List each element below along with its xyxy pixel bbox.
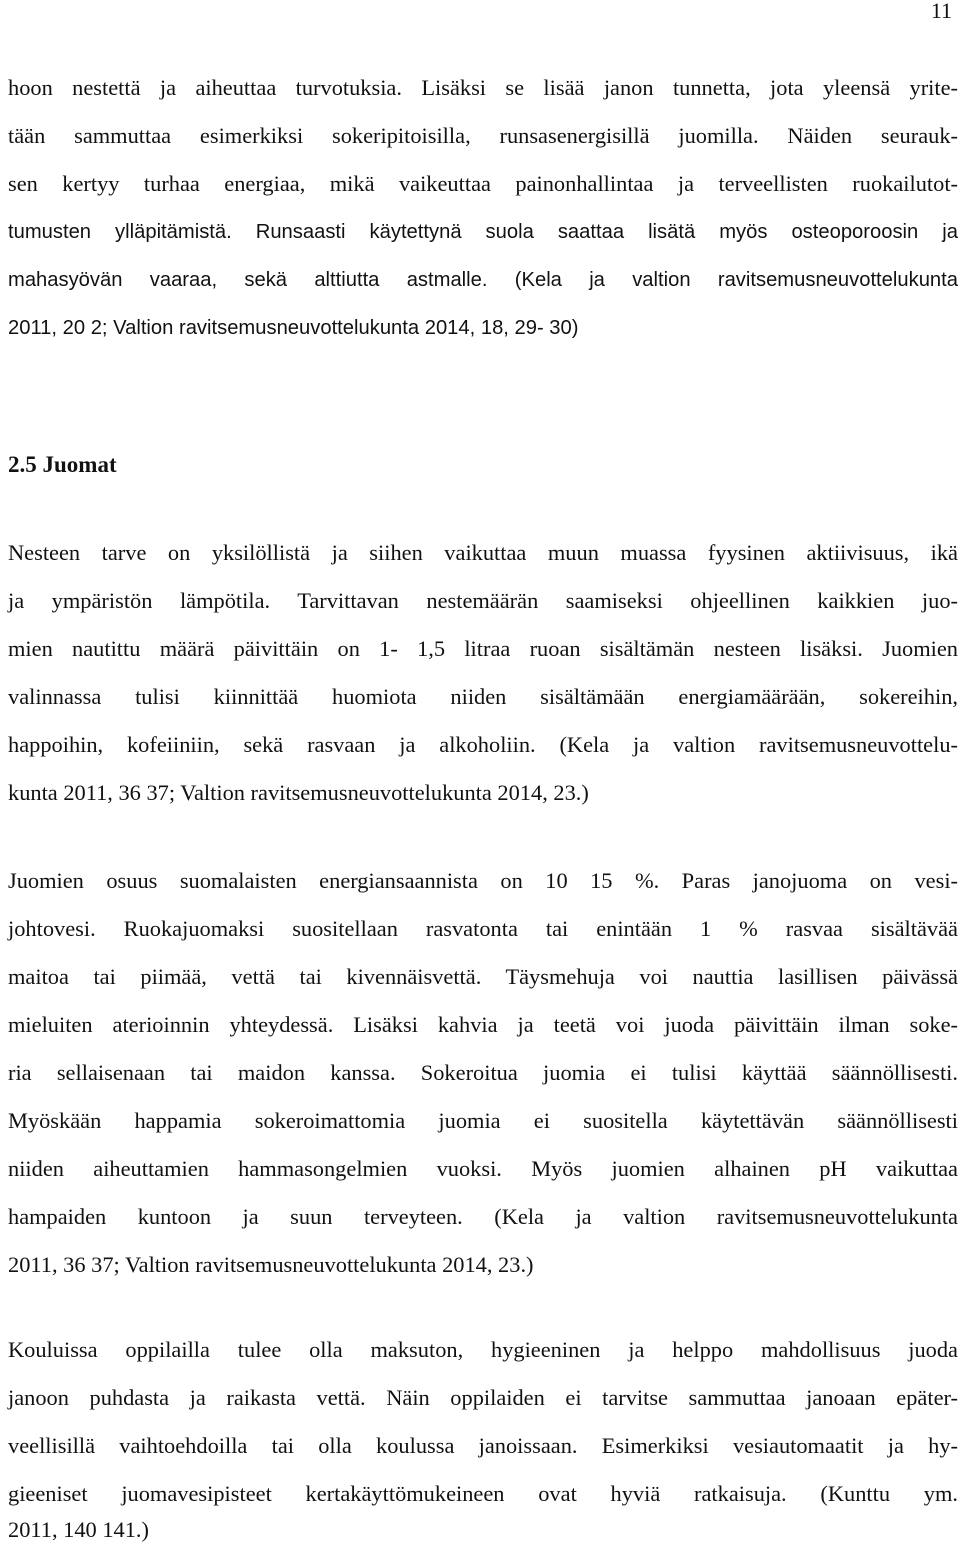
paragraph-3-line: 2011, 36 37; Valtion ravitsemusneuvottelukunta 2014, 23.) <box>8 1252 534 1277</box>
paragraph-4-line: Kouluissa oppilailla tulee olla maksuton, hygieeninen ja helppo mahdollisuus juoda <box>8 1337 958 1362</box>
paragraph-3-line: johtovesi. Ruokajuomaksi suositellaan rasvatonta tai enintään 1 % rasvaa sisältävää <box>8 916 958 941</box>
paragraph-1-line: sen kertyy turhaa energiaa, mikä vaikeuttaa painonhallintaa ja terveellisten ruokailutot- <box>8 171 958 196</box>
paragraph-2-line: valinnassa tulisi kiinnittää huomiota niiden sisältämään energiamäärään, sokereihin, <box>8 684 958 709</box>
paragraph-4-line: janoon puhdasta ja raikasta vettä. Näin oppilaiden ei tarvitse sammuttaa janoaan epäter- <box>8 1385 958 1410</box>
paragraph-1-line: mahasyövän vaaraa, sekä alttiutta astmalle. (Kela ja valtion ravitsemusneuvottelukunta <box>8 269 958 291</box>
paragraph-4-line: gieeniset juomavesipisteet kertakäyttömukeineen ovat hyviä ratkaisuja. (Kunttu ym. <box>8 1481 958 1506</box>
paragraph-3-line: niiden aiheuttamien hammasongelmien vuoksi. Myös juomien alhainen pH vaikuttaa <box>8 1156 958 1181</box>
paragraph-2-line: kunta 2011, 36 37; Valtion ravitsemusneuvottelukunta 2014, 23.) <box>8 780 589 805</box>
paragraph-2-line: happoihin, kofeiiniin, sekä rasvaan ja alkoholiin. (Kela ja valtion ravitsemusneuvottelu- <box>8 732 958 757</box>
paragraph-1-line: 2011, 20 2; Valtion ravitsemusneuvottelukunta 2014, 18, 29- 30) <box>8 317 579 339</box>
paragraph-2-line: Nesteen tarve on yksilöllistä ja siihen vaikuttaa muun muassa fyysinen aktiivisuus, ikä <box>8 540 958 565</box>
paragraph-1-line: tään sammuttaa esimerkiksi sokeripitoisilla, runsasenergisillä juomilla. Näiden seurauk- <box>8 123 958 148</box>
paragraph-2-line: ja ympäristön lämpötila. Tarvittavan nestemäärän saamiseksi ohjeellinen kaikkien juo- <box>8 588 958 613</box>
paragraph-3-line: maitoa tai piimää, vettä tai kivennäisvettä. Täysmehuja voi nauttia lasillisen päivässä <box>8 964 958 989</box>
paragraph-3-line: mieluiten aterioinnin yhteydessä. Lisäksi kahvia ja teetä voi juoda päivittäin ilman soke- <box>8 1012 958 1037</box>
paragraph-3-line: Juomien osuus suomalaisten energiansaannista on 10 15 %. Paras janojuoma on vesi- <box>8 868 958 893</box>
paragraph-2-line: mien nautittu määrä päivittäin on 1- 1,5 litraa ruoan sisältämän nesteen lisäksi. Juomien <box>8 636 958 661</box>
paragraph-3-line: Myöskään happamia sokeroimattomia juomia ei suositella käytettävän säännöllisesti <box>8 1108 958 1133</box>
paragraph-3-line: ria sellaisenaan tai maidon kanssa. Sokeroitua juomia ei tulisi käyttää säännöllisesti. <box>8 1060 958 1085</box>
paragraph-3-line: hampaiden kuntoon ja suun terveyteen. (Kela ja valtion ravitsemusneuvottelukunta <box>8 1204 958 1229</box>
paragraph-4-line: veellisillä vaihtoehdoilla tai olla koulussa janoissaan. Esimerkiksi vesiautomaatit ja hy- <box>8 1433 958 1458</box>
paragraph-1-line: hoon nestettä ja aiheuttaa turvotuksia. Lisäksi se lisää janon tunnetta, jota yleensä yrite- <box>8 75 958 100</box>
section-heading: 2.5 Juomat <box>8 452 117 477</box>
page-number: 11 <box>930 0 952 23</box>
paragraph-1-line: tumusten ylläpitämistä. Runsaasti käytettynä suola saattaa lisätä myös osteoporoosin ja <box>8 221 958 243</box>
paragraph-4-line: 2011, 140 141.) <box>8 1517 149 1542</box>
